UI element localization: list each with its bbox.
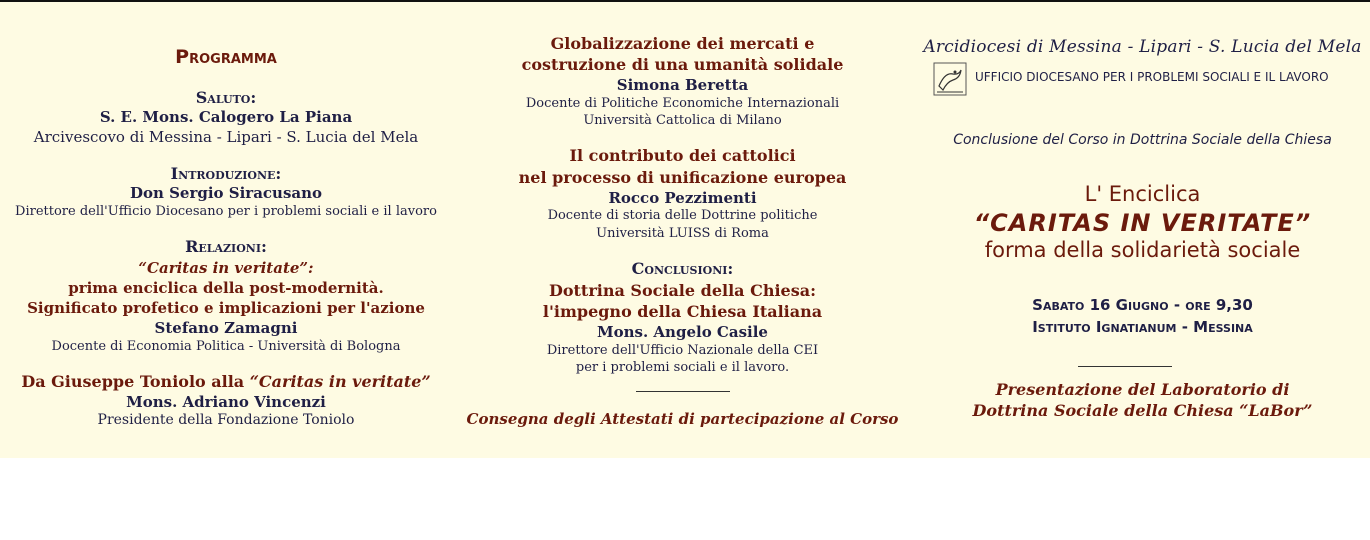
conclusioni-name: Mons. Angelo Casile xyxy=(597,323,768,341)
saluto-role: Arcivescovo di Messina - Lipari - S. Lucia del Mela xyxy=(33,128,419,146)
toniolo-role: Presidente della Fondazione Toniolo xyxy=(97,412,355,428)
introduzione-heading: Introduzione: xyxy=(170,164,282,183)
contributo-role-1: Docente di storia delle Dottrine politiche xyxy=(547,208,818,223)
contributo-title-1: Il contributo dei cattolici xyxy=(569,146,796,165)
conclusioni-role-1: Direttore dell'Ufficio Nazionale della CEI xyxy=(546,343,819,358)
toniolo-title-a: Da Giuseppe Toniolo alla xyxy=(21,372,250,391)
saluto-heading: Saluto: xyxy=(195,88,257,107)
programma-heading: Programma xyxy=(175,46,277,68)
caritas-title: “CARITAS IN VERITATE” xyxy=(973,209,1312,237)
divider xyxy=(636,391,730,392)
glob-role-1: Docente di Politiche Economiche Internazionali xyxy=(525,96,840,111)
corso-conclusione: Conclusione del Corso in Dottrina Sociale della Chiesa xyxy=(953,132,1332,148)
conclusioni-title-2: l'impegno della Chiesa Italiana xyxy=(542,302,823,321)
contributo-name: Rocco Pezzimenti xyxy=(608,189,757,207)
consegna-note: Consegna degli Attestati di partecipazione al Corso xyxy=(466,410,899,428)
glob-name: Simona Beretta xyxy=(616,76,749,94)
ufficio-label: UFFICIO DIOCESANO PER I PROBLEMI SOCIALI E IL LAVORO xyxy=(975,70,1329,84)
presentazione-line-2: Dottrina Sociale della Chiesa “LaBor” xyxy=(972,401,1313,420)
relazione-title-1: “Caritas in veritate”: xyxy=(138,259,314,277)
invitation-panel xyxy=(0,2,1370,458)
toniolo-name: Mons. Adriano Vincenzi xyxy=(126,393,326,411)
presentazione-line-1: Presentazione del Laboratorio di xyxy=(995,380,1290,399)
glob-role-2: Università Cattolica di Milano xyxy=(583,113,782,128)
event-venue: Istituto Ignatianum - Messina xyxy=(1032,318,1253,336)
divider xyxy=(1078,366,1172,367)
relazione-title-2: prima enciclica della post-modernità. xyxy=(68,279,384,297)
contributo-role-2: Università LUISS di Roma xyxy=(596,226,769,241)
event-date: Sabato 16 Giugno - ore 9,30 xyxy=(1032,296,1253,314)
enciclica-label: L' Enciclica xyxy=(1084,182,1201,206)
conclusioni-heading: Conclusioni: xyxy=(631,259,734,278)
introduzione-name: Don Sergio Siracusano xyxy=(129,184,323,202)
dove-emblem-icon xyxy=(933,62,967,96)
forma-subtitle: forma della solidarietà sociale xyxy=(984,238,1301,262)
diocesi-title: Arcidiocesi di Messina - Lipari - S. Lucia del Mela xyxy=(923,37,1362,57)
conclusioni-title-1: Dottrina Sociale della Chiesa: xyxy=(548,281,816,300)
relazione-name: Stefano Zamagni xyxy=(154,319,298,337)
relazione-title-3: Significato profetico e implicazioni per l'azione xyxy=(27,299,425,317)
glob-title-1: Globalizzazione dei mercati e xyxy=(550,34,815,53)
toniolo-title-b: “Caritas in veritate” xyxy=(249,372,431,391)
conclusioni-role-2: per i problemi sociali e il lavoro. xyxy=(575,360,790,375)
contributo-title-2: nel processo di unificazione europea xyxy=(518,168,847,187)
glob-title-2: costruzione di una umanità solidale xyxy=(521,55,844,74)
relazione-role: Docente di Economia Politica - Università di Bologna xyxy=(51,339,401,354)
saluto-name: S. E. Mons. Calogero La Piana xyxy=(99,108,353,126)
relazioni-heading: Relazioni: xyxy=(185,237,267,256)
introduzione-role: Direttore dell'Ufficio Diocesano per i problemi sociali e il lavoro xyxy=(15,204,437,219)
toniolo-title xyxy=(0,372,452,391)
